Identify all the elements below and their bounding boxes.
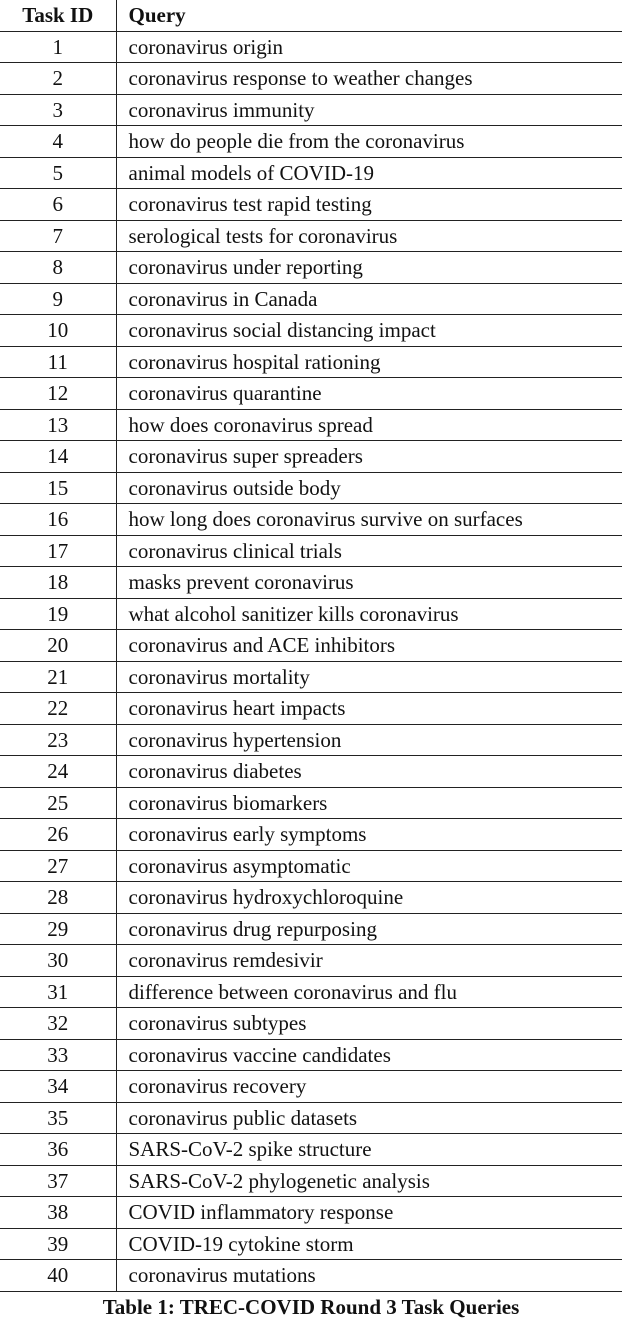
- table-row: [0, 94, 622, 126]
- query-cell: coronavirus in Canada: [116, 283, 622, 315]
- table-row: [0, 409, 622, 441]
- task-id-cell: 22: [0, 693, 116, 725]
- table-row: [0, 913, 622, 945]
- task-id-cell: 23: [0, 724, 116, 756]
- query-cell: coronavirus biomarkers: [116, 787, 622, 819]
- table-row: [0, 378, 622, 410]
- table-row: [0, 882, 622, 914]
- query-cell: coronavirus super spreaders: [116, 441, 622, 473]
- task-id-cell: 32: [0, 1008, 116, 1040]
- table-row: [0, 252, 622, 284]
- query-cell: coronavirus response to weather changes: [116, 63, 622, 95]
- task-id-cell: 10: [0, 315, 116, 347]
- table-row: [0, 220, 622, 252]
- query-cell: how long does coronavirus survive on surfaces: [116, 504, 622, 536]
- query-cell: coronavirus test rapid testing: [116, 189, 622, 221]
- task-id-cell: 36: [0, 1134, 116, 1166]
- task-id-cell: 12: [0, 378, 116, 410]
- task-id-cell: 40: [0, 1260, 116, 1292]
- table-row: [0, 31, 622, 63]
- query-cell: coronavirus outside body: [116, 472, 622, 504]
- query-cell: SARS-CoV-2 spike structure: [116, 1134, 622, 1166]
- header-query: Query: [116, 0, 622, 31]
- query-cell: coronavirus mortality: [116, 661, 622, 693]
- table-row: [0, 189, 622, 221]
- task-id-cell: 11: [0, 346, 116, 378]
- task-id-cell: 1: [0, 31, 116, 63]
- table-row: [0, 504, 622, 536]
- table-row: [0, 1102, 622, 1134]
- table-row: [0, 1228, 622, 1260]
- task-id-cell: 15: [0, 472, 116, 504]
- task-id-cell: 33: [0, 1039, 116, 1071]
- query-cell: coronavirus recovery: [116, 1071, 622, 1103]
- query-cell: difference between coronavirus and flu: [116, 976, 622, 1008]
- task-id-cell: 20: [0, 630, 116, 662]
- query-cell: coronavirus clinical trials: [116, 535, 622, 567]
- query-cell: how do people die from the coronavirus: [116, 126, 622, 158]
- task-id-cell: 17: [0, 535, 116, 567]
- table-row: [0, 63, 622, 95]
- task-id-cell: 26: [0, 819, 116, 851]
- table-row: [0, 472, 622, 504]
- query-cell: animal models of COVID-19: [116, 157, 622, 189]
- task-id-cell: 31: [0, 976, 116, 1008]
- task-id-cell: 30: [0, 945, 116, 977]
- task-id-cell: 39: [0, 1228, 116, 1260]
- query-cell: coronavirus quarantine: [116, 378, 622, 410]
- table-row: [0, 756, 622, 788]
- query-cell: coronavirus vaccine candidates: [116, 1039, 622, 1071]
- query-cell: what alcohol sanitizer kills coronavirus: [116, 598, 622, 630]
- table-row: [0, 126, 622, 158]
- table-row: [0, 441, 622, 473]
- query-cell: coronavirus mutations: [116, 1260, 622, 1292]
- task-id-cell: 14: [0, 441, 116, 473]
- task-id-cell: 37: [0, 1165, 116, 1197]
- table-row: [0, 850, 622, 882]
- task-id-cell: 28: [0, 882, 116, 914]
- query-cell: coronavirus hospital rationing: [116, 346, 622, 378]
- query-cell: coronavirus origin: [116, 31, 622, 63]
- table-row: [0, 535, 622, 567]
- task-id-cell: 5: [0, 157, 116, 189]
- table-row: [0, 283, 622, 315]
- table-row: [0, 1134, 622, 1166]
- task-id-cell: 38: [0, 1197, 116, 1229]
- query-cell: coronavirus immunity: [116, 94, 622, 126]
- query-cell: coronavirus heart impacts: [116, 693, 622, 725]
- table-row: [0, 598, 622, 630]
- task-id-cell: 18: [0, 567, 116, 599]
- table-row: [0, 567, 622, 599]
- task-id-cell: 3: [0, 94, 116, 126]
- query-cell: coronavirus social distancing impact: [116, 315, 622, 347]
- table-row: [0, 1165, 622, 1197]
- table-row: [0, 945, 622, 977]
- task-id-cell: 6: [0, 189, 116, 221]
- table-row: [0, 661, 622, 693]
- table-row: [0, 315, 622, 347]
- query-cell: coronavirus drug repurposing: [116, 913, 622, 945]
- query-cell: coronavirus remdesivir: [116, 945, 622, 977]
- query-cell: coronavirus and ACE inhibitors: [116, 630, 622, 662]
- task-id-cell: 8: [0, 252, 116, 284]
- query-cell: masks prevent coronavirus: [116, 567, 622, 599]
- header-task-id: Task ID: [0, 0, 116, 31]
- table-row: [0, 724, 622, 756]
- task-id-cell: 34: [0, 1071, 116, 1103]
- query-cell: coronavirus hydroxychloroquine: [116, 882, 622, 914]
- table-header-row: [0, 0, 622, 31]
- table-row: [0, 693, 622, 725]
- task-id-cell: 29: [0, 913, 116, 945]
- task-id-cell: 21: [0, 661, 116, 693]
- task-id-cell: 7: [0, 220, 116, 252]
- task-id-cell: 19: [0, 598, 116, 630]
- task-id-cell: 24: [0, 756, 116, 788]
- task-id-cell: 27: [0, 850, 116, 882]
- task-id-cell: 35: [0, 1102, 116, 1134]
- table-row: [0, 346, 622, 378]
- query-cell: coronavirus subtypes: [116, 1008, 622, 1040]
- query-cell: coronavirus early symptoms: [116, 819, 622, 851]
- task-id-cell: 9: [0, 283, 116, 315]
- query-cell: SARS-CoV-2 phylogenetic analysis: [116, 1165, 622, 1197]
- table-row: [0, 787, 622, 819]
- table-row: [0, 1260, 622, 1292]
- task-id-cell: 13: [0, 409, 116, 441]
- query-cell: serological tests for coronavirus: [116, 220, 622, 252]
- query-cell: coronavirus asymptomatic: [116, 850, 622, 882]
- table-caption: Table 1: TREC-COVID Round 3 Task Queries: [102, 1294, 520, 1319]
- task-id-cell: 4: [0, 126, 116, 158]
- query-cell: COVID inflammatory response: [116, 1197, 622, 1229]
- query-cell: coronavirus hypertension: [116, 724, 622, 756]
- table-row: [0, 1008, 622, 1040]
- query-cell: coronavirus diabetes: [116, 756, 622, 788]
- table-row: [0, 630, 622, 662]
- table-row: [0, 157, 622, 189]
- query-cell: how does coronavirus spread: [116, 409, 622, 441]
- table-row: [0, 1197, 622, 1229]
- table-row: [0, 1071, 622, 1103]
- query-cell: coronavirus under reporting: [116, 252, 622, 284]
- task-id-cell: 25: [0, 787, 116, 819]
- task-id-cell: 2: [0, 63, 116, 95]
- table-row: [0, 976, 622, 1008]
- table-body: [0, 31, 622, 1291]
- table-row: [0, 819, 622, 851]
- table-row: [0, 1039, 622, 1071]
- query-cell: coronavirus public datasets: [116, 1102, 622, 1134]
- query-cell: COVID-19 cytokine storm: [116, 1228, 622, 1260]
- task-id-cell: 16: [0, 504, 116, 536]
